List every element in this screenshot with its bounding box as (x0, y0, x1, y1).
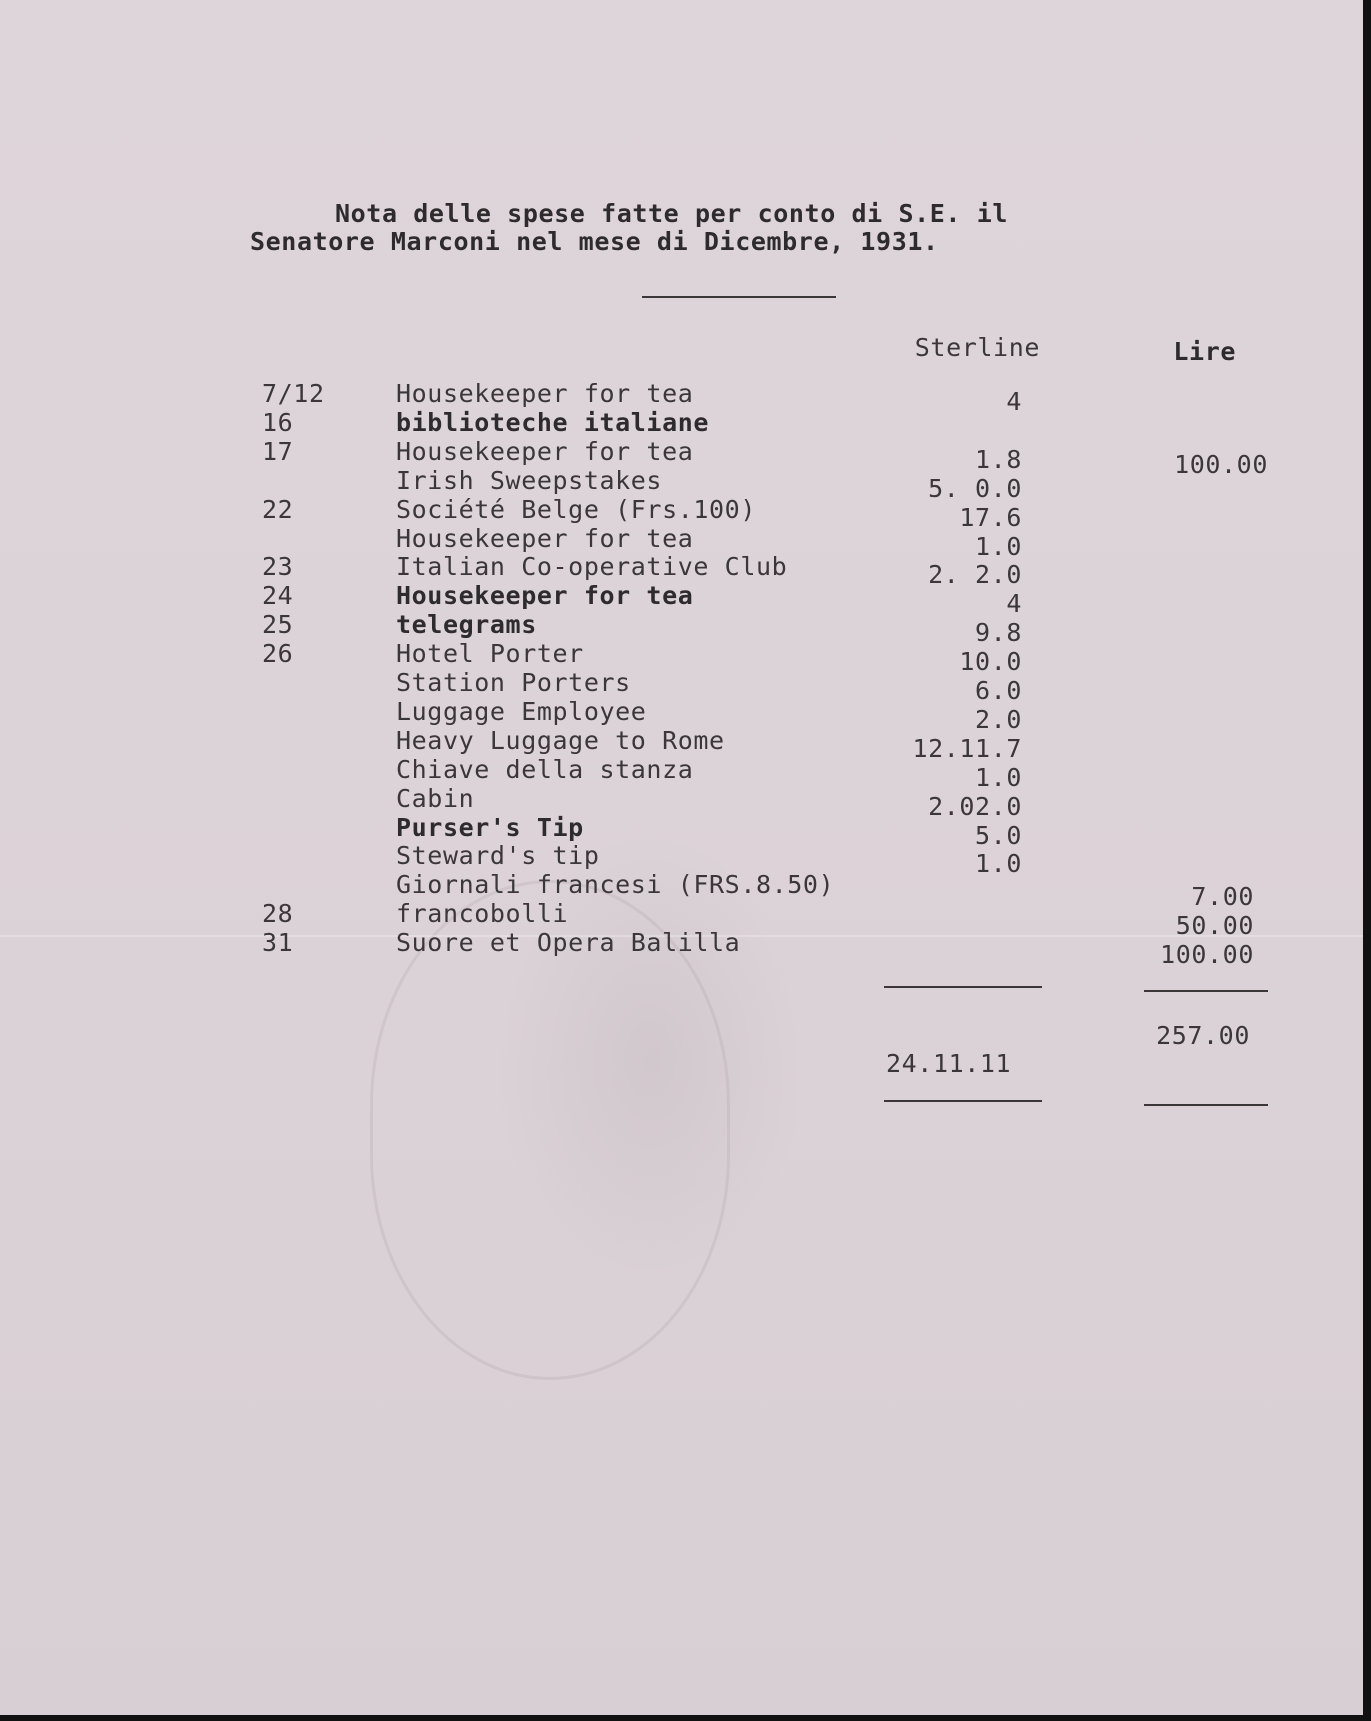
row-sterline: 2. 2.0 (928, 560, 1022, 589)
row-description: Société Belge (Frs.100) (396, 495, 756, 524)
sterline-total-rule (884, 1100, 1042, 1102)
row-description: Cabin (396, 784, 475, 813)
row-sterline: 9.8 (975, 618, 1022, 647)
row-sterline: 2.0 (975, 705, 1022, 734)
title-underline (642, 296, 836, 298)
row-description: Giornali francesi (FRS.8.50) (396, 870, 835, 899)
row-description: Irish Sweepstakes (396, 466, 663, 495)
row-sterline: 1.0 (975, 532, 1022, 561)
row-description: Chiave della stanza (396, 755, 694, 784)
row-sterline: 17.6 (959, 503, 1022, 532)
sterline-subtotal-rule (884, 986, 1042, 988)
row-lire: 100.00 (1174, 450, 1268, 479)
row-sterline: 1.0 (975, 763, 1022, 792)
row-sterline: 4 (1006, 387, 1022, 416)
row-sterline: 6.0 (975, 676, 1022, 705)
row-description: Housekeeper for tea (396, 437, 694, 466)
row-date: 24 (262, 581, 294, 610)
row-sterline: 1.8 (975, 445, 1022, 474)
row-sterline: 10.0 (959, 647, 1022, 676)
total-sterline: 24.11.11 (886, 1049, 1012, 1078)
row-sterline: 4 (1006, 589, 1022, 618)
row-description: biblioteche italiane (396, 408, 710, 437)
row-description: Housekeeper for tea (396, 379, 694, 408)
row-date: 17 (262, 437, 294, 466)
column-header-sterline: Sterline (914, 333, 1040, 362)
row-description: Suore et Opera Balilla (396, 928, 741, 957)
row-lire: 7.00 (1191, 882, 1254, 911)
title-line-1: Nota delle spese fatte per conto di S.E. il (335, 199, 1009, 228)
row-sterline: 5. 0.0 (928, 474, 1022, 503)
row-date: 22 (262, 495, 294, 524)
total-lire: 257.00 (1156, 1021, 1250, 1050)
row-description: Housekeeper for tea (396, 581, 694, 610)
row-description: francobolli (396, 899, 569, 928)
row-sterline: 5.0 (975, 821, 1022, 850)
row-lire: 100.00 (1160, 940, 1254, 969)
row-description: Purser's Tip (396, 813, 584, 842)
row-date: 7/12 (262, 379, 325, 408)
row-sterline: 2.02.0 (928, 792, 1022, 821)
row-date: 28 (262, 899, 294, 928)
row-description: Housekeeper for tea (396, 524, 694, 553)
row-date: 26 (262, 639, 294, 668)
row-date: 25 (262, 610, 294, 639)
row-description: Heavy Luggage to Rome (396, 726, 725, 755)
row-date: 23 (262, 552, 294, 581)
row-description: Luggage Employee (396, 697, 647, 726)
row-sterline: 1.0 (975, 849, 1022, 878)
row-sterline: 12.11.7 (912, 734, 1022, 763)
title-line-2: Senatore Marconi nel mese di Dicembre, 1931. (250, 227, 939, 256)
row-description: Italian Co-operative Club (396, 552, 788, 581)
column-header-lire: Lire (1173, 337, 1236, 366)
row-date: 31 (262, 928, 294, 957)
row-description: Station Porters (396, 668, 631, 697)
row-description: telegrams (396, 610, 537, 639)
row-description: Hotel Porter (396, 639, 584, 668)
row-date: 16 (262, 408, 294, 437)
lire-total-rule (1144, 1104, 1268, 1106)
row-description: Steward's tip (396, 841, 600, 870)
row-lire: 50.00 (1175, 911, 1254, 940)
lire-subtotal-rule (1144, 990, 1268, 992)
